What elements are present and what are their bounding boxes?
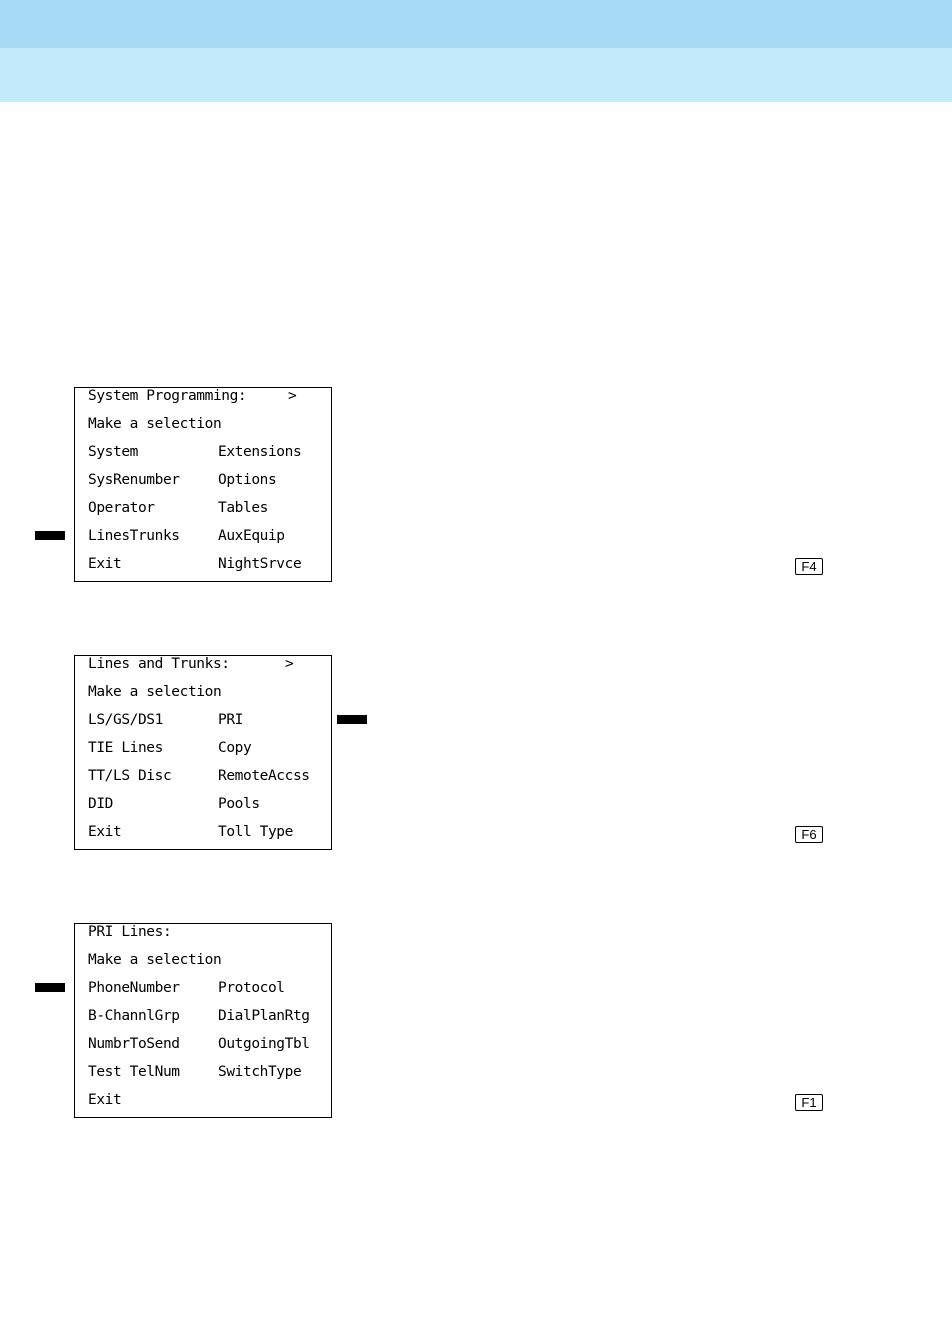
menu-option-exit[interactable]: Exit xyxy=(88,824,122,840)
menu-option-toll-type[interactable]: Toll Type xyxy=(218,824,293,840)
display-screen-lines-and-trunks xyxy=(74,655,332,850)
menu-option-operator[interactable]: Operator xyxy=(88,500,155,516)
menu-option-pools[interactable]: Pools xyxy=(218,796,260,812)
header-band-top xyxy=(0,0,952,48)
selection-marker xyxy=(35,531,65,540)
menu-option-tt-ls-disc[interactable]: TT/LS Disc xyxy=(88,768,172,784)
menu-option-remoteaccss[interactable]: RemoteAccss xyxy=(218,768,310,784)
menu-option-options[interactable]: Options xyxy=(218,472,277,488)
function-key-f4[interactable]: F4 xyxy=(795,558,823,575)
menu-option-nightsrvce[interactable]: NightSrvce xyxy=(218,556,302,572)
menu-option-switchtype[interactable]: SwitchType xyxy=(218,1064,302,1080)
function-key-f6[interactable]: F6 xyxy=(795,826,823,843)
menu-option-test-telnum[interactable]: Test TelNum xyxy=(88,1064,180,1080)
menu-option-b-channlgrp[interactable]: B-ChannlGrp xyxy=(88,1008,180,1024)
more-arrow: > xyxy=(288,388,297,404)
menu-option-extensions[interactable]: Extensions xyxy=(218,444,302,460)
screen-prompt: Make a selection xyxy=(88,684,222,700)
menu-option-ls-gs-ds1[interactable]: LS/GS/DS1 xyxy=(88,712,163,728)
menu-option-tie-lines[interactable]: TIE Lines xyxy=(88,740,163,756)
menu-option-dialplanrtg[interactable]: DialPlanRtg xyxy=(218,1008,310,1024)
screen-prompt: Make a selection xyxy=(88,952,222,968)
menu-option-pri[interactable]: PRI xyxy=(218,712,243,728)
selection-marker xyxy=(35,983,65,992)
menu-option-outgoingtbl[interactable]: OutgoingTbl xyxy=(218,1036,310,1052)
function-key-f1[interactable]: F1 xyxy=(795,1094,823,1111)
menu-option-system[interactable]: System xyxy=(88,444,138,460)
screen-title: PRI Lines: xyxy=(88,924,172,940)
menu-option-exit[interactable]: Exit xyxy=(88,556,122,572)
menu-option-linestrunks[interactable]: LinesTrunks xyxy=(88,528,180,544)
display-screen-pri-lines xyxy=(74,923,332,1118)
more-arrow: > xyxy=(285,656,294,672)
menu-option-sysrenumber[interactable]: SysRenumber xyxy=(88,472,180,488)
menu-option-tables[interactable]: Tables xyxy=(218,500,268,516)
screen-prompt: Make a selection xyxy=(88,416,222,432)
menu-option-exit[interactable]: Exit xyxy=(88,1092,122,1108)
menu-option-numbrtosend[interactable]: NumbrToSend xyxy=(88,1036,180,1052)
menu-option-phonenumber[interactable]: PhoneNumber xyxy=(88,980,180,996)
menu-option-copy[interactable]: Copy xyxy=(218,740,252,756)
menu-option-did[interactable]: DID xyxy=(88,796,113,812)
display-screen-system-programming xyxy=(74,387,332,582)
header-band-bottom xyxy=(0,48,952,102)
screen-title: Lines and Trunks: xyxy=(88,656,230,672)
screen-title: System Programming: xyxy=(88,388,247,404)
selection-marker xyxy=(337,715,367,724)
menu-option-protocol[interactable]: Protocol xyxy=(218,980,285,996)
menu-option-auxequip[interactable]: AuxEquip xyxy=(218,528,285,544)
